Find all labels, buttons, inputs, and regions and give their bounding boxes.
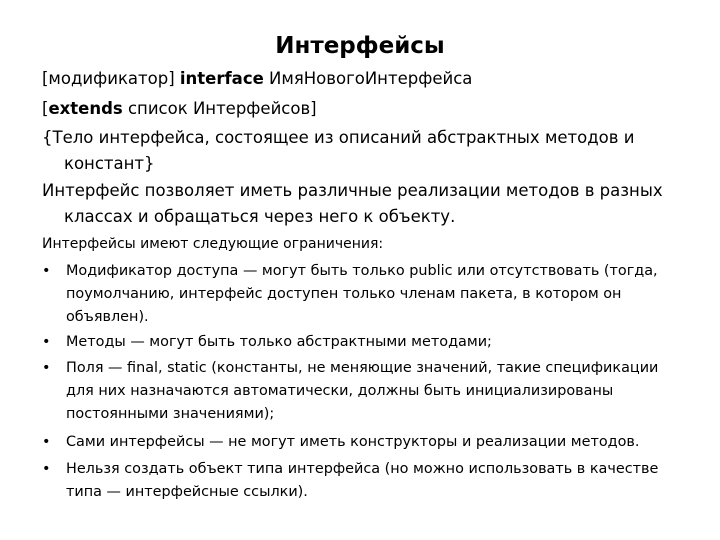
list-item	[42, 260, 682, 329]
list-item	[42, 431, 682, 454]
list-item	[42, 331, 682, 354]
syntax-line-interface	[42, 66, 682, 92]
keyword-interface: interface	[179, 69, 264, 88]
list-item-text: Сами интерфейсы — не могут иметь конструкторы и реализации методов.	[66, 434, 640, 450]
list-item-text: Нельзя создать объект типа интерфейса (но можно использовать в качестве типа — интерфейсные ссылки).	[66, 461, 659, 500]
bullet-icon: •	[42, 334, 51, 350]
list-item	[42, 357, 682, 426]
keyword-extends: extends	[48, 99, 123, 118]
bullet-icon: •	[42, 360, 51, 376]
restrictions-heading: Интерфейсы имеют следующие ограничения:	[42, 236, 384, 252]
bullet-icon: •	[42, 461, 51, 477]
syntax-suffix: ИмяНовогоИнтерфейса	[263, 69, 473, 88]
bullet-icon: •	[42, 434, 51, 450]
list-item-text: Модификатор доступа — могут быть только public или отсутствовать (тогда, поумолчанию, интерфейс доступен только членам пакета, в котором он объявлен).	[66, 263, 658, 325]
list-item-text: Поля — final, static (константы, не меняющие значений, такие спецификации для них назначаются автоматически, должны быть инициализированы постоянными значениями);	[66, 360, 659, 422]
interface-description: Интерфейс позволяет иметь различные реализации методов в разных классах и обращаться через него к объекту.	[42, 181, 663, 226]
list-item	[42, 458, 682, 504]
bullet-icon: •	[42, 263, 51, 279]
syntax-body: {Тело интерфейса, состоящее из описаний абстрактных методов и констант}	[42, 128, 635, 173]
syntax-line-extends	[42, 96, 682, 122]
slide-title: Интерфейсы	[275, 33, 445, 59]
syntax-bracket-open: [	[42, 99, 49, 118]
syntax-prefix: [модификатор]	[42, 69, 180, 88]
list-item-text: Методы — могут быть только абстрактными методами;	[66, 334, 492, 350]
syntax-extends-suffix: список Интерфейсов]	[122, 99, 317, 118]
